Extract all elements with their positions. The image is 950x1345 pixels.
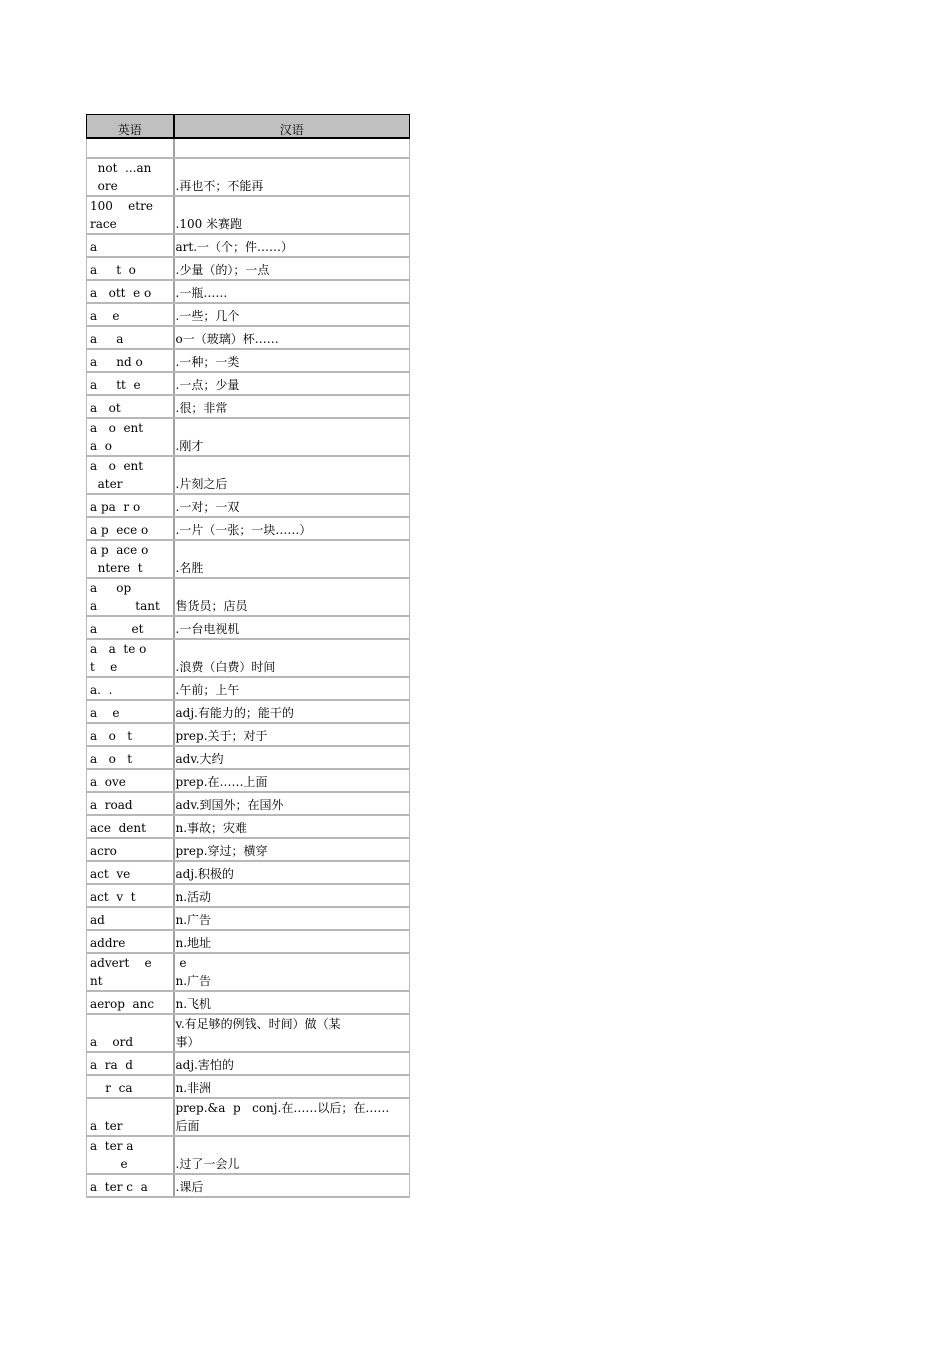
english-word-cell: a ott e o	[87, 280, 174, 303]
table-row	[87, 349, 410, 372]
table-row	[87, 953, 410, 991]
chinese-meaning-cell: .午前；上午	[174, 677, 410, 700]
chinese-meaning-cell: n.广告	[174, 907, 410, 930]
table-row	[87, 138, 410, 158]
table-row	[87, 1075, 410, 1098]
english-word-cell: a o ent ater	[87, 456, 174, 494]
english-word-cell: a nd o	[87, 349, 174, 372]
table-row	[87, 158, 410, 196]
english-word-cell: a e	[87, 700, 174, 723]
chinese-meaning-cell	[174, 138, 410, 158]
english-word-cell: ace dent	[87, 815, 174, 838]
chinese-meaning-cell: .一些；几个	[174, 303, 410, 326]
chinese-meaning-cell: .再也不；不能再	[174, 158, 410, 196]
chinese-meaning-cell: adv.大约	[174, 746, 410, 769]
table-row	[87, 723, 410, 746]
table-row	[87, 1098, 410, 1136]
table-row	[87, 815, 410, 838]
table-row	[87, 326, 410, 349]
english-word-cell: acro	[87, 838, 174, 861]
english-word-cell: a ord	[87, 1014, 174, 1052]
table-row	[87, 792, 410, 815]
english-word-cell: a a te o t e	[87, 639, 174, 677]
table-row	[87, 303, 410, 326]
chinese-meaning-cell: prep.在……上面	[174, 769, 410, 792]
chinese-meaning-cell: o一（玻璃）杯……	[174, 326, 410, 349]
table-row	[87, 418, 410, 456]
english-word-cell: a ter a e	[87, 1136, 174, 1174]
chinese-meaning-cell: .片刻之后	[174, 456, 410, 494]
english-word-cell: a pa r o	[87, 494, 174, 517]
header-english: 英语	[87, 115, 174, 139]
header-row	[87, 115, 410, 139]
chinese-meaning-cell: prep.&a p conj.在……以后；在…… 后面	[174, 1098, 410, 1136]
table-row	[87, 639, 410, 677]
chinese-meaning-cell: .浪费（白费）时间	[174, 639, 410, 677]
table-row	[87, 196, 410, 234]
english-word-cell: a tt e	[87, 372, 174, 395]
english-word-cell: a ove	[87, 769, 174, 792]
chinese-meaning-cell: .一对；一双	[174, 494, 410, 517]
english-word-cell: a ter c a	[87, 1174, 174, 1197]
english-word-cell: act v t	[87, 884, 174, 907]
chinese-meaning-cell: adj.害怕的	[174, 1052, 410, 1075]
english-word-cell: a ter	[87, 1098, 174, 1136]
english-word-cell: a o ent a o	[87, 418, 174, 456]
english-word-cell: a a	[87, 326, 174, 349]
table-row	[87, 700, 410, 723]
english-word-cell: a road	[87, 792, 174, 815]
chinese-meaning-cell: v.有足够的例钱、时间）做（某 事）	[174, 1014, 410, 1052]
chinese-meaning-cell: .刚才	[174, 418, 410, 456]
chinese-meaning-cell: .一台电视机	[174, 616, 410, 639]
chinese-meaning-cell: .一片（一张；一块……）	[174, 517, 410, 540]
english-word-cell: 100 etre race	[87, 196, 174, 234]
chinese-meaning-cell: art.一（个；件……）	[174, 234, 410, 257]
table-row	[87, 1014, 410, 1052]
chinese-meaning-cell: n.非洲	[174, 1075, 410, 1098]
header-chinese: 汉语	[174, 115, 410, 139]
chinese-meaning-cell: adj.积极的	[174, 861, 410, 884]
chinese-meaning-cell: .一种；一类	[174, 349, 410, 372]
table-row	[87, 1174, 410, 1197]
chinese-meaning-cell: .一点；少量	[174, 372, 410, 395]
english-word-cell: a op a tant	[87, 578, 174, 616]
english-word-cell: a. .	[87, 677, 174, 700]
table-row	[87, 838, 410, 861]
chinese-meaning-cell: .很；非常	[174, 395, 410, 418]
table-row	[87, 372, 410, 395]
english-word-cell: aerop anc	[87, 991, 174, 1014]
chinese-meaning-cell: .一瓶……	[174, 280, 410, 303]
chinese-meaning-cell: .过了一会儿	[174, 1136, 410, 1174]
chinese-meaning-cell: n.事故；灾难	[174, 815, 410, 838]
chinese-meaning-cell: e n.广告	[174, 953, 410, 991]
chinese-meaning-cell: adj.有能力的；能干的	[174, 700, 410, 723]
table-row	[87, 616, 410, 639]
chinese-meaning-cell: adv.到国外；在国外	[174, 792, 410, 815]
english-word-cell: ad	[87, 907, 174, 930]
english-word-cell: a o t	[87, 723, 174, 746]
table-row	[87, 456, 410, 494]
english-word-cell: r ca	[87, 1075, 174, 1098]
table-row	[87, 930, 410, 953]
table-row	[87, 540, 410, 578]
table-row	[87, 677, 410, 700]
english-word-cell: a o t	[87, 746, 174, 769]
table-row	[87, 769, 410, 792]
table-row	[87, 884, 410, 907]
english-word-cell: advert e nt	[87, 953, 174, 991]
english-word-cell: not ...an ore	[87, 158, 174, 196]
vocabulary-table	[86, 114, 410, 1198]
table-row	[87, 517, 410, 540]
english-word-cell: a e	[87, 303, 174, 326]
chinese-meaning-cell: prep.关于；对于	[174, 723, 410, 746]
chinese-meaning-cell: n.飞机	[174, 991, 410, 1014]
english-word-cell: a t o	[87, 257, 174, 280]
table-row	[87, 257, 410, 280]
english-word-cell: a p ece o	[87, 517, 174, 540]
table-row	[87, 746, 410, 769]
chinese-meaning-cell: .课后	[174, 1174, 410, 1197]
table-row	[87, 861, 410, 884]
english-word-cell: a	[87, 234, 174, 257]
chinese-meaning-cell: n.活动	[174, 884, 410, 907]
chinese-meaning-cell: .少量（的）；一点	[174, 257, 410, 280]
english-word-cell: addre	[87, 930, 174, 953]
table-row	[87, 1052, 410, 1075]
english-word-cell	[87, 138, 174, 158]
table-row	[87, 1136, 410, 1174]
chinese-meaning-cell: .100 米赛跑	[174, 196, 410, 234]
table-row	[87, 907, 410, 930]
english-word-cell: a et	[87, 616, 174, 639]
table-row	[87, 280, 410, 303]
chinese-meaning-cell: .名胜	[174, 540, 410, 578]
table-row	[87, 578, 410, 616]
chinese-meaning-cell: n.地址	[174, 930, 410, 953]
table-row	[87, 234, 410, 257]
table-body	[87, 138, 410, 1197]
table-row	[87, 991, 410, 1014]
table-row	[87, 395, 410, 418]
english-word-cell: a ra d	[87, 1052, 174, 1075]
chinese-meaning-cell: prep.穿过；横穿	[174, 838, 410, 861]
english-word-cell: a p ace o ntere t	[87, 540, 174, 578]
english-word-cell: act ve	[87, 861, 174, 884]
table-row	[87, 494, 410, 517]
english-word-cell: a ot	[87, 395, 174, 418]
chinese-meaning-cell: 售货员；店员	[174, 578, 410, 616]
